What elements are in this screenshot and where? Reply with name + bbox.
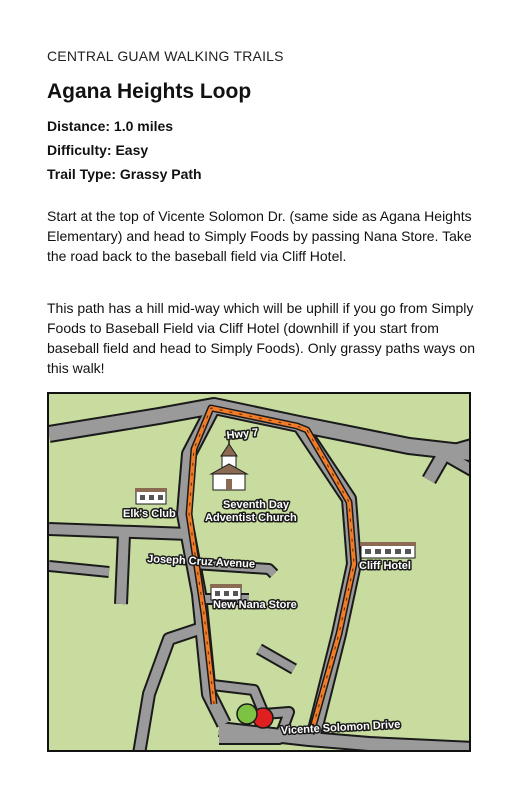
church-label-line-1: Seventh Day bbox=[223, 499, 290, 511]
description-paragraph-2: This path has a hill mid-way which will be uphill if you go from Simply Foods to Baseball Field via Cliff Hotel (downhill if you start from baseball field and head to Simply Foods). Only grassy paths ways on this walk! bbox=[47, 300, 476, 376]
trail-map-graphic bbox=[49, 394, 471, 752]
region-heading: CENTRAL GUAM WALKING TRAILS bbox=[47, 48, 284, 64]
cliff-hotel-label: Cliff Hotel bbox=[359, 560, 411, 572]
trail-title: Agana Heights Loop bbox=[47, 80, 252, 103]
joseph-cruz-avenue-label: Joseph Cruz Avenue bbox=[146, 553, 256, 571]
cliff-hotel-building-icon bbox=[360, 542, 416, 558]
vicente-solomon-drive-label: Vicente Solomon Drive bbox=[280, 718, 401, 737]
church-label-line-2: Adventist Church bbox=[205, 512, 297, 524]
trail-map bbox=[47, 392, 471, 752]
elks-club-building-icon bbox=[135, 488, 167, 504]
distance-stat: Distance: 1.0 miles bbox=[47, 118, 174, 134]
difficulty-stat: Difficulty: Easy bbox=[47, 142, 149, 158]
new-nana-store-label: New Nana Store bbox=[213, 599, 297, 611]
trail-type-stat: Trail Type: Grassy Path bbox=[47, 166, 202, 182]
description-paragraph-1: Start at the top of Vicente Solomon Dr. (same side as Agana Heights Elementary) and head to Simply Foods by passing Nana Store. Take the road back to the baseball field via Cliff Hotel. bbox=[47, 208, 472, 264]
elks-club-label: Elk's Club bbox=[123, 508, 176, 520]
hwy-7-label: Hwy 7 bbox=[226, 426, 259, 442]
nana-store-building-icon bbox=[210, 584, 242, 600]
start-marker-icon bbox=[237, 704, 257, 724]
